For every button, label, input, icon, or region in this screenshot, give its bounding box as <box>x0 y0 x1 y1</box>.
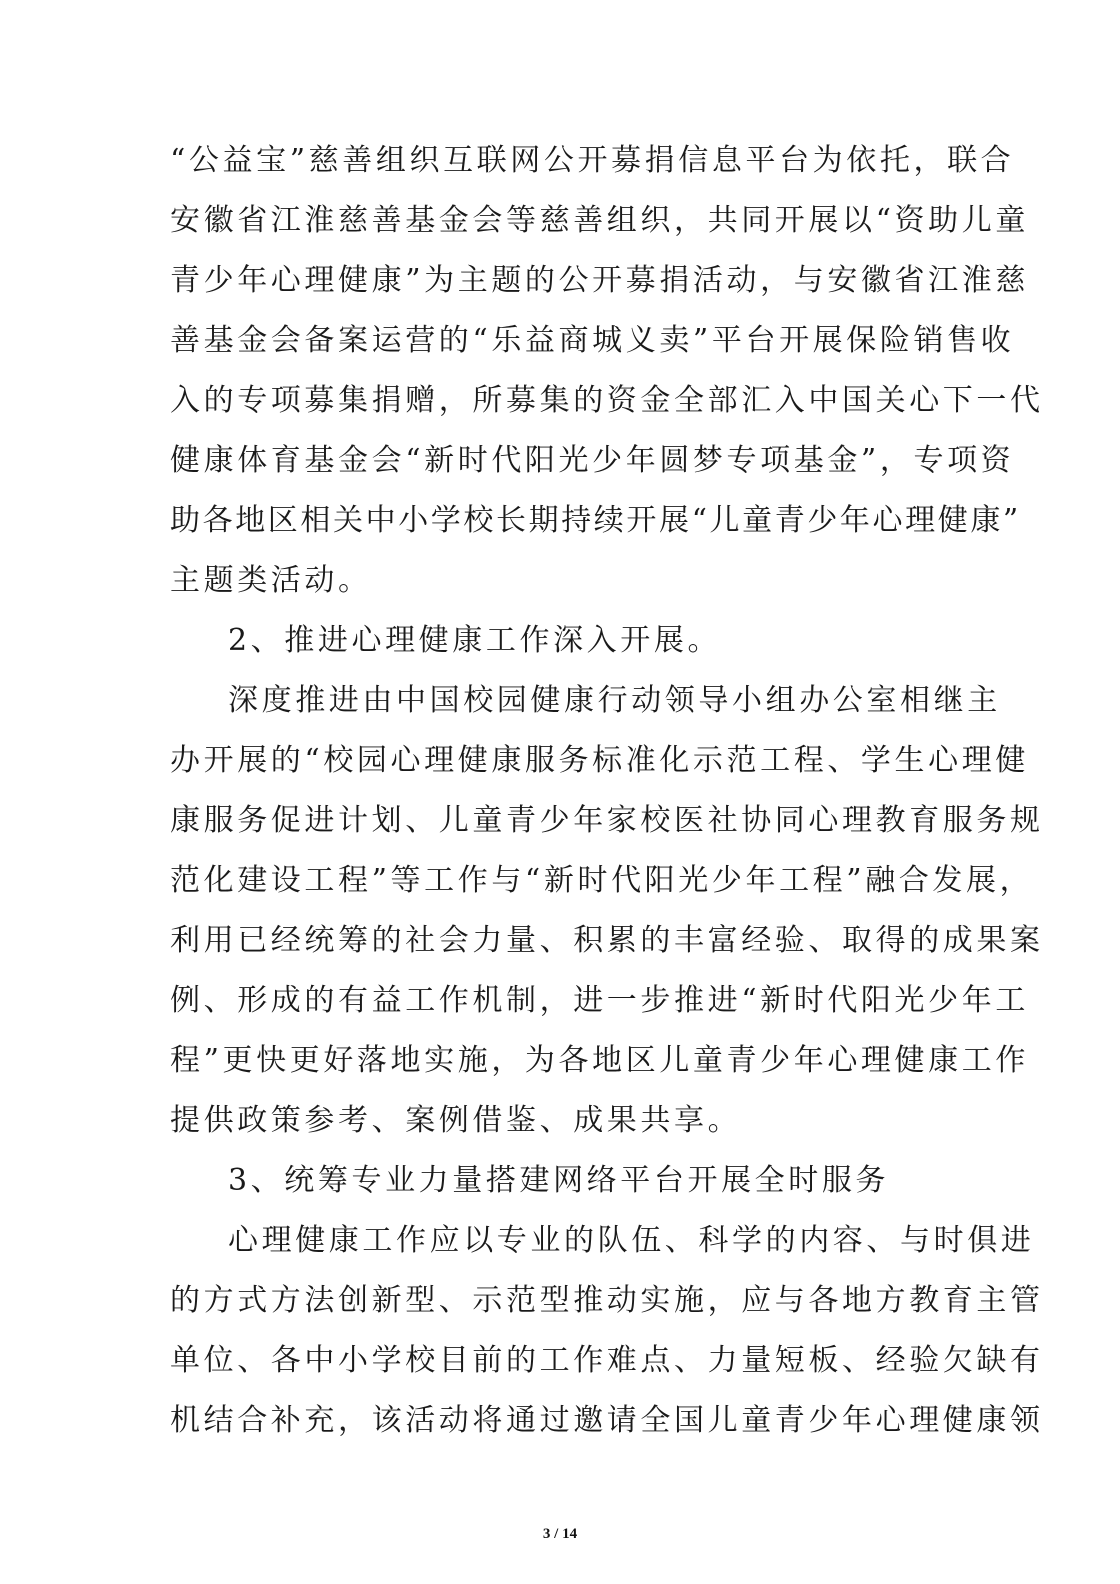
section-heading: 3、统筹专业力量搭建网络平台开展全时服务 <box>228 1163 890 1198</box>
text-line: 提供政策参考、案例借鉴、成果共享。 <box>170 1103 742 1138</box>
text-line: 入的专项募集捐赠，所募集的资金全部汇入中国关心下一代 <box>170 383 1044 418</box>
page-number: 3 / 14 <box>542 1526 578 1542</box>
section-heading: 2、推进心理健康工作深入开展。 <box>228 623 722 658</box>
text-line: 利用已经统筹的社会力量、积累的丰富经验、取得的成果案 <box>170 923 1044 958</box>
text-line: 的方式方法创新型、示范型推动实施，应与各地方教育主管 <box>170 1283 1044 1318</box>
text-line: 范化建设工程”等工作与“新时代阳光少年工程”融合发展， <box>170 863 1034 898</box>
text-line: 主题类活动。 <box>170 563 372 598</box>
text-line: 健康体育基金会“新时代阳光少年圆梦专项基金”，专项资 <box>170 443 1015 478</box>
text-line: 助各地区相关中小学校长期持续开展“儿童青少年心理健康” <box>170 503 1021 538</box>
text-line: 程”更快更好落地实施，为各地区儿童青少年心理健康工作 <box>170 1043 1029 1078</box>
text-line: 办开展的“校园心理健康服务标准化示范工程、学生心理健 <box>170 743 1029 778</box>
text-line: 例、形成的有益工作机制，进一步推进“新时代阳光少年工 <box>170 983 1029 1018</box>
text-line: 深度推进由中国校园健康行动领导小组办公室相继主 <box>228 683 1001 718</box>
text-line: “公益宝”慈善组织互联网公开募捐信息平台为依托，联合 <box>170 143 1015 178</box>
text-line: 善基金会备案运营的“乐益商城义卖”平台开展保险销售收 <box>170 323 1015 358</box>
text-line: 单位、各中小学校目前的工作难点、力量短板、经验欠缺有 <box>170 1343 1044 1378</box>
text-line: 心理健康工作应以专业的队伍、科学的内容、与时俱进 <box>228 1223 1035 1258</box>
text-line: 青少年心理健康”为主题的公开募捐活动，与安徽省江淮慈 <box>170 263 1029 298</box>
text-line: 机结合补充，该活动将通过邀请全国儿童青少年心理健康领 <box>170 1403 1044 1438</box>
text-line: 康服务促进计划、儿童青少年家校医社协同心理教育服务规 <box>170 803 1044 838</box>
text-line: 安徽省江淮慈善基金会等慈善组织，共同开展以“资助儿童 <box>170 203 1029 238</box>
